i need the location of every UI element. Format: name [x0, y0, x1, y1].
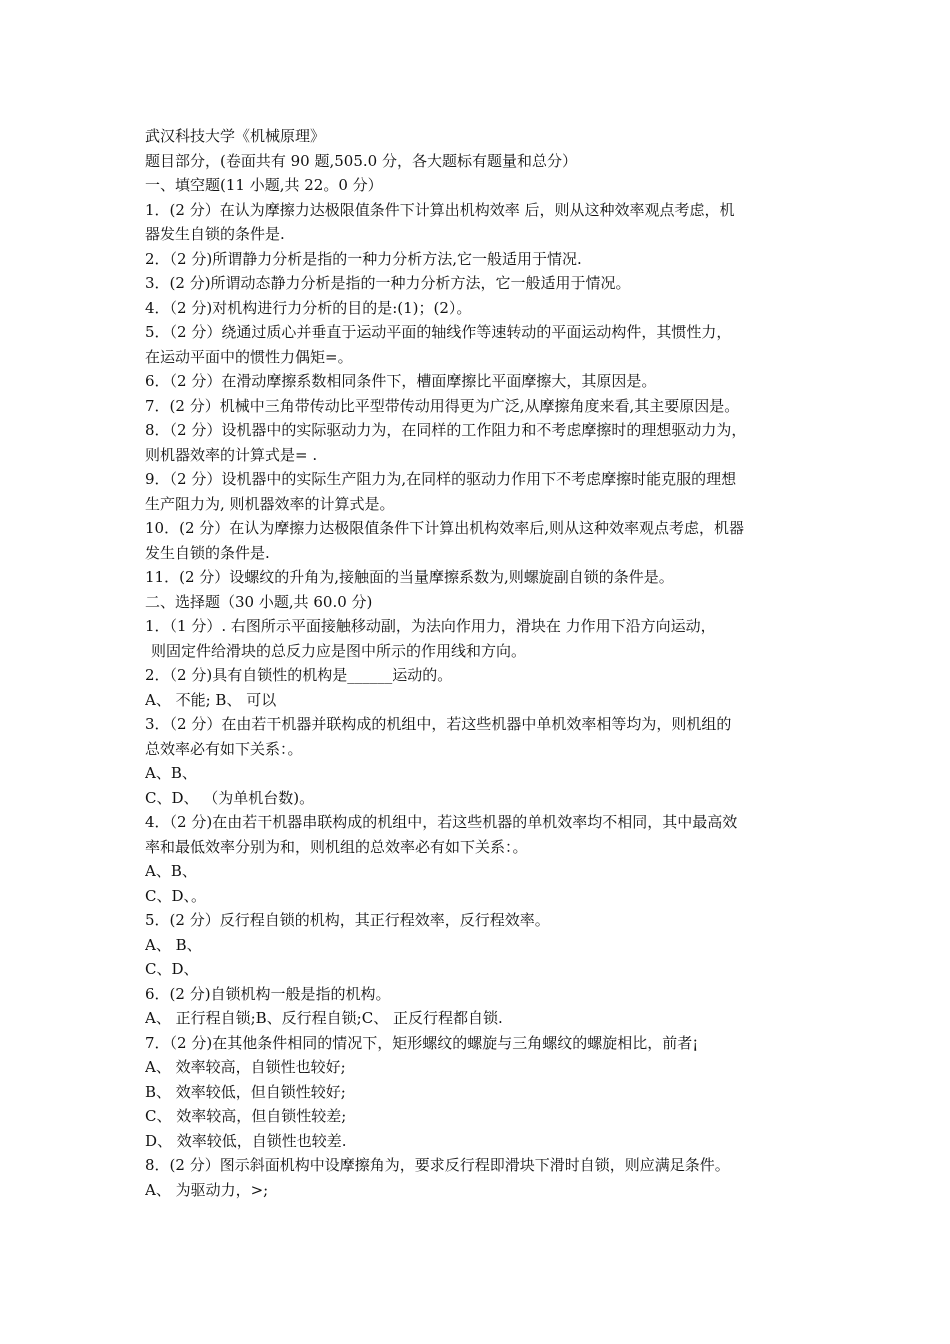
choice-3-line-2: 总效率必有如下关系：。 [145, 739, 303, 758]
choice-4-line-1: 4．（2 分)在由若干机器串联构成的机组中，若这些机器的单机效率均不相同，其中最高效 [145, 813, 738, 831]
document-page [145, 124, 835, 1202]
question-10-line-1: 10．(2 分）在认为摩擦力达极限值条件下计算出机构效率后,则从这种效率观点考虑，机器 [145, 519, 745, 537]
choice-7: 7．（2 分)在其他条件相同的情况下，矩形螺纹的螺旋与三角螺纹的螺旋相比，前者¡ [145, 1033, 699, 1052]
question-1-line-1: 1．(2 分）在认为摩擦力达极限值条件下计算出机构效率 后，则从这种效率观点考虑，机 [145, 200, 735, 219]
choice-4-options-cd: C、D、。 [145, 886, 207, 905]
choice-5: 5．(2 分）反行程自锁的机构，其正行程效率，反行程效率。 [145, 911, 550, 929]
choice-5-options-cd: C、D、 [145, 960, 199, 978]
choice-7-option-b: B、 效率较低，但自锁性较好; [145, 1082, 346, 1101]
choice-8-option-a: A、 为驱动力，>; [145, 1180, 269, 1199]
choice-1-line-1: 1．（1 分）. 右图所示平面接触移动副，为法向作用力，滑块在 力作用下沿方向运动， [145, 617, 716, 635]
question-9-line-1: 9．（2 分）设机器中的实际生产阻力为,在同样的驱动力作用下不考虑摩擦时能克服的理想 [145, 470, 737, 488]
section-heading-choice: 二、选择题（30 小题,共 60.0 分) [145, 592, 373, 611]
choice-3-line-1: 3．（2 分）在由若干机器并联构成的机组中，若这些机器中单机效率相等均为，则机组的 [145, 715, 732, 733]
question-5-line-1: 5．（2 分）绕通过质心并垂直于运动平面的轴线作等速转动的平面运动构件，其惯性力， [145, 323, 732, 341]
document-title: 武汉科技大学《机械原理》 [145, 127, 326, 145]
choice-6: 6．(2 分)自锁机构一般是指的机构。 [145, 984, 391, 1003]
question-8-line-1: 8．（2 分）设机器中的实际驱动力为，在同样的工作阻力和不考虑摩擦时的理想驱动力为， [145, 421, 747, 439]
choice-4-options-ab: A、B、 [145, 862, 197, 880]
choice-6-options: A、 正行程自锁;B、反行程自锁;C、 正反行程都自锁. [145, 1009, 503, 1027]
section-heading-fill-in: 一、填空题(11 小题,共 22。0 分） [145, 176, 383, 194]
question-9-line-2: 生产阻力为, 则机器效率的计算式是。 [145, 494, 395, 513]
choice-3-options-ab: A、B、 [145, 764, 197, 782]
choice-3-options-cd: C、D、 （为单机台数)。 [145, 788, 315, 807]
question-7: 7．(2 分）机械中三角带传动比平型带传动用得更为广泛,从摩擦角度来看,其主要原因是。 [145, 396, 740, 415]
document-subtitle: 题目部分，(卷面共有 90 题,505.0 分，各大题标有题量和总分） [145, 151, 577, 170]
choice-5-options-ab: A、 B、 [145, 935, 202, 954]
choice-1-line-2: 则固定件给滑块的总反力应是图中所示的作用线和方向。 [151, 641, 527, 660]
choice-8: 8．(2 分）图示斜面机构中设摩擦角为，要求反行程即滑块下滑时自锁，则应满足条件。 [145, 1156, 730, 1174]
question-11: 11．(2 分）设螺纹的升角为,接触面的当量摩擦系数为,则螺旋副自锁的条件是。 [145, 568, 674, 586]
question-10-line-2: 发生自锁的条件是. [145, 543, 270, 562]
choice-7-option-a: A、 效率较高，自锁性也较好; [145, 1058, 346, 1076]
choice-2: 2．（2 分)具有自锁性的机构是______运动的。 [145, 666, 453, 684]
choice-4-line-2: 率和最低效率分别为和，则机组的总效率必有如下关系：。 [145, 837, 528, 856]
question-4: 4．（2 分)对机构进行力分析的目的是:(1)；(2）。 [145, 298, 472, 317]
choice-7-option-d: D、 效率较低，自锁性也较差. [145, 1131, 347, 1150]
question-3: 3．(2 分)所谓动态静力分析是指的一种力分析方法，它一般适用于情况。 [145, 274, 631, 292]
question-2: 2．（2 分)所谓静力分析是指的一种力分析方法,它一般适用于情况. [145, 249, 582, 268]
question-5-line-2: 在运动平面中的惯性力偶矩=。 [145, 347, 353, 366]
question-1-line-2: 器发生自锁的条件是. [145, 225, 285, 243]
question-6: 6．（2 分）在滑动摩擦系数相同条件下，槽面摩擦比平面摩擦大，其原因是。 [145, 372, 657, 390]
choice-2-options: A、 不能; B、 可以 [145, 690, 277, 709]
choice-7-option-c: C、 效率较高，但自锁性较差; [145, 1107, 347, 1125]
question-8-line-2: 则机器效率的计算式是= . [145, 445, 318, 464]
